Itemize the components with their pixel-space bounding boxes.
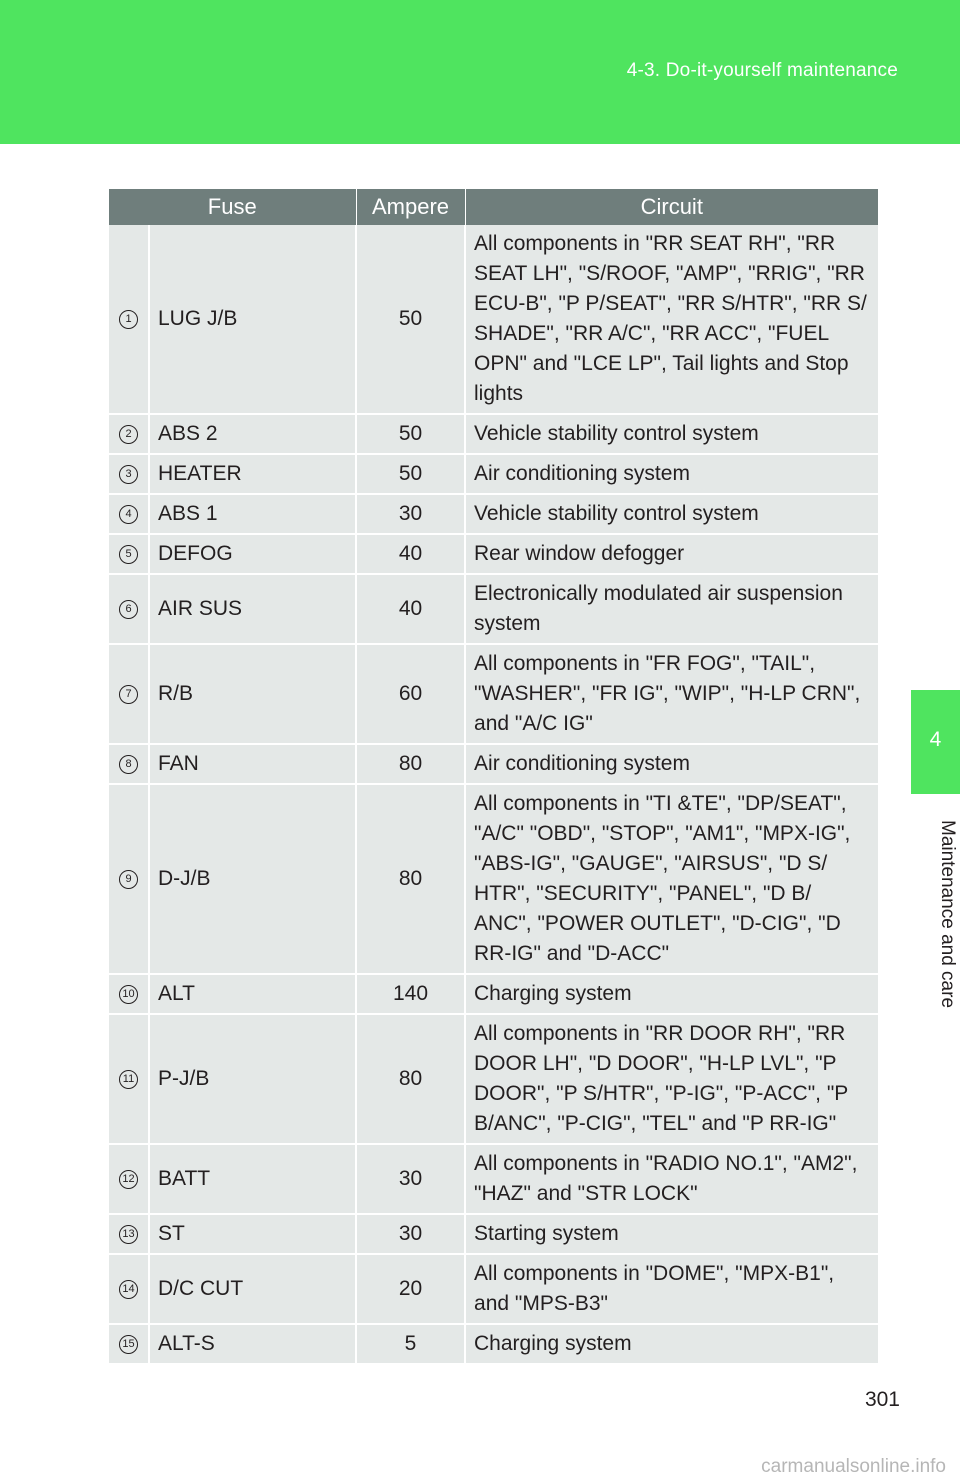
table-row <box>109 1144 878 1214</box>
fuse-number-cell <box>109 1014 149 1144</box>
fuse-number-cell <box>109 1324 149 1364</box>
fuse-name-cell: DEFOG <box>149 534 356 574</box>
fuse-name-cell: R/B <box>149 644 356 744</box>
column-header-circuit: Circuit <box>465 189 878 225</box>
watermark: carmanualsonline.info <box>761 1456 946 1477</box>
fuse-number-badge: 15 <box>119 1335 138 1354</box>
fuse-number-badge: 5 <box>119 545 138 564</box>
circuit-cell: All components in "RADIO NO.1", "AM2", "HAZ" and "STR LOCK" <box>465 1144 878 1214</box>
circuit-cell: Starting system <box>465 1214 878 1254</box>
ampere-cell: 30 <box>356 1214 465 1254</box>
fuse-number-cell <box>109 414 149 454</box>
fuse-name-cell: FAN <box>149 744 356 784</box>
ampere-cell: 40 <box>356 534 465 574</box>
circuit-cell: Air conditioning system <box>465 744 878 784</box>
ampere-cell: 50 <box>356 414 465 454</box>
table-row <box>109 454 878 494</box>
fuse-number-badge: 8 <box>119 755 138 774</box>
fuse-name-cell: P-J/B <box>149 1014 356 1144</box>
circuit-cell: All components in "RR DOOR RH", "RR DOOR LH", "D DOOR", "H-LP LVL", "P DOOR", "P S/HTR", "P-IG", "P-ACC", "P B/ANC", "P-CIG", "TEL" and "P RR-IG" <box>465 1014 878 1144</box>
fuse-number-badge: 1 <box>119 310 138 329</box>
table-row <box>109 974 878 1014</box>
ampere-cell: 30 <box>356 494 465 534</box>
table-row <box>109 1324 878 1364</box>
fuse-name-cell: HEATER <box>149 454 356 494</box>
circuit-cell: All components in "FR FOG", "TAIL", "WASHER", "FR IG", "WIP", "H-LP CRN", and "A/C IG" <box>465 644 878 744</box>
fuse-name-cell: ST <box>149 1214 356 1254</box>
circuit-cell: Vehicle stability control system <box>465 494 878 534</box>
fuse-number-cell <box>109 225 149 414</box>
circuit-cell: Charging system <box>465 974 878 1014</box>
circuit-cell: Electronically modulated air suspension system <box>465 574 878 644</box>
fuse-table <box>109 189 878 1365</box>
fuse-number-cell <box>109 534 149 574</box>
fuse-name-cell: ABS 2 <box>149 414 356 454</box>
fuse-name-cell: D/C CUT <box>149 1254 356 1324</box>
fuse-number-cell <box>109 1144 149 1214</box>
fuse-name-cell: ABS 1 <box>149 494 356 534</box>
circuit-cell: Air conditioning system <box>465 454 878 494</box>
column-header-ampere: Ampere <box>356 189 465 225</box>
table-row <box>109 574 878 644</box>
table-row <box>109 534 878 574</box>
fuse-number-badge: 9 <box>119 870 138 889</box>
ampere-cell: 140 <box>356 974 465 1014</box>
fuse-number-badge: 3 <box>119 465 138 484</box>
fuse-name-cell: LUG J/B <box>149 225 356 414</box>
fuse-number-cell <box>109 974 149 1014</box>
table-row <box>109 1254 878 1324</box>
fuse-name-cell: D-J/B <box>149 784 356 974</box>
fuse-number-cell <box>109 494 149 534</box>
table-row <box>109 414 878 454</box>
fuse-table-body <box>109 225 878 1364</box>
chapter-tab[interactable] <box>911 690 960 794</box>
fuse-number-badge: 14 <box>119 1280 138 1299</box>
table-row <box>109 494 878 534</box>
fuse-name-cell: ALT-S <box>149 1324 356 1364</box>
table-row <box>109 1214 878 1254</box>
fuse-number-cell <box>109 744 149 784</box>
fuse-number-cell <box>109 1214 149 1254</box>
ampere-cell: 80 <box>356 784 465 974</box>
fuse-number-cell <box>109 644 149 744</box>
circuit-cell: All components in "DOME", "MPX-B1", and "MPS-B3" <box>465 1254 878 1324</box>
chapter-label: Maintenance and care <box>937 819 958 1008</box>
circuit-cell: Charging system <box>465 1324 878 1364</box>
fuse-number-badge: 4 <box>119 505 138 524</box>
fuse-name-cell: BATT <box>149 1144 356 1214</box>
circuit-cell: Rear window defogger <box>465 534 878 574</box>
fuse-number-badge: 13 <box>119 1225 138 1244</box>
fuse-number-cell <box>109 1254 149 1324</box>
ampere-cell: 5 <box>356 1324 465 1364</box>
ampere-cell: 20 <box>356 1254 465 1324</box>
ampere-cell: 40 <box>356 574 465 644</box>
ampere-cell: 60 <box>356 644 465 744</box>
fuse-number-badge: 7 <box>119 685 138 704</box>
fuse-number-badge: 11 <box>119 1070 138 1089</box>
ampere-cell: 80 <box>356 744 465 784</box>
table-row <box>109 644 878 744</box>
fuse-number-cell <box>109 454 149 494</box>
fuse-number-cell <box>109 784 149 974</box>
fuse-name-cell: ALT <box>149 974 356 1014</box>
section-title: 4-3. Do-it-yourself maintenance <box>626 60 898 81</box>
table-row <box>109 744 878 784</box>
circuit-cell: All components in "TI &TE", "DP/SEAT", "A/C" "OBD", "STOP", "AM1", "MPX-IG", "ABS-IG", "GAUGE", "AIRSUS", "D S/ HTR", "SECURITY", "PANEL", "D B/ ANC", "POWER OUTLET", "D-CIG", "D RR-IG" and "D-ACC" <box>465 784 878 974</box>
circuit-cell: Vehicle stability control system <box>465 414 878 454</box>
fuse-number-badge: 6 <box>119 600 138 619</box>
table-row <box>109 1014 878 1144</box>
ampere-cell: 30 <box>356 1144 465 1214</box>
table-row <box>109 784 878 974</box>
circuit-cell: All components in "RR SEAT RH", "RR SEAT LH", "S/ROOF, "AMP", "RRIG", "RR ECU-B", "P P/SEAT", "RR S/HTR", "RR S/ SHADE", "RR A/C", "RR ACC", "FUEL OPN" and "LCE LP", Tail lights and Stop lights <box>465 225 878 414</box>
fuse-number-badge: 2 <box>119 425 138 444</box>
ampere-cell: 80 <box>356 1014 465 1144</box>
column-header-fuse: Fuse <box>109 189 356 225</box>
ampere-cell: 50 <box>356 454 465 494</box>
table-header-row <box>109 189 878 225</box>
header-band <box>0 0 960 144</box>
fuse-number-cell <box>109 574 149 644</box>
table-row <box>109 225 878 414</box>
fuse-number-badge: 10 <box>119 985 138 1004</box>
page-number: 301 <box>864 1388 900 1411</box>
fuse-number-badge: 12 <box>119 1170 138 1189</box>
ampere-cell: 50 <box>356 225 465 414</box>
fuse-name-cell: AIR SUS <box>149 574 356 644</box>
chapter-number: 4 <box>929 728 942 751</box>
